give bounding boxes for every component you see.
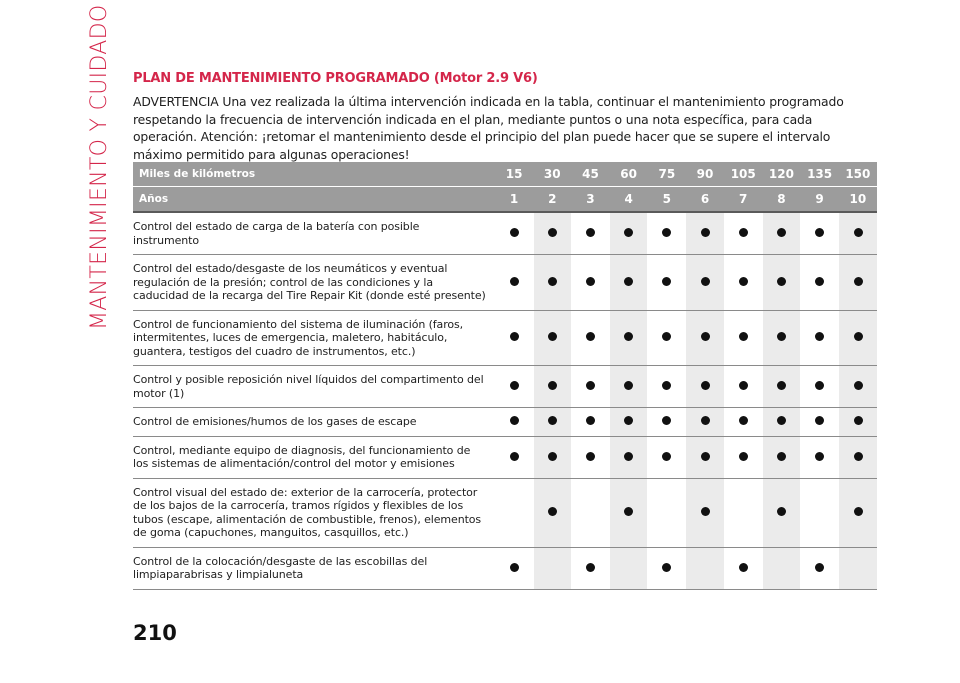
interval-cell — [839, 212, 877, 255]
interval-cell — [571, 408, 609, 437]
bullet-icon — [510, 332, 519, 341]
year-col-7: 8 — [762, 187, 800, 213]
bullet-icon — [548, 416, 557, 425]
year-col-3: 4 — [610, 187, 648, 213]
interval-cell — [724, 547, 762, 589]
km-col-1: 30 — [533, 162, 571, 187]
bullet-icon — [510, 452, 519, 461]
year-col-6: 7 — [724, 187, 762, 213]
bullet-icon — [624, 452, 633, 461]
interval-cell — [610, 547, 648, 589]
interval-cell — [533, 255, 571, 311]
interval-cell — [762, 255, 800, 311]
section-heading: PLAN DE MANTENIMIENTO PROGRAMADO (Motor 2.9 V6) — [133, 71, 538, 86]
interval-cell — [648, 408, 686, 437]
bullet-icon — [701, 277, 710, 286]
bullet-icon — [624, 332, 633, 341]
bullet-icon — [854, 228, 863, 237]
interval-cell — [533, 366, 571, 408]
interval-cell — [610, 478, 648, 547]
bullet-icon — [701, 507, 710, 516]
interval-cell — [495, 255, 533, 311]
bullet-icon — [777, 381, 786, 390]
interval-cell — [571, 478, 609, 547]
interval-cell — [839, 478, 877, 547]
bullet-icon — [815, 452, 824, 461]
interval-cell — [571, 366, 609, 408]
bullet-icon — [510, 277, 519, 286]
table-row — [133, 212, 877, 255]
interval-cell — [495, 212, 533, 255]
bullet-icon — [854, 507, 863, 516]
interval-cell — [801, 366, 839, 408]
operation-label: Control de emisiones/humos de los gases de escape — [133, 408, 495, 437]
bullet-icon — [701, 332, 710, 341]
operation-label: Control, mediante equipo de diagnosis, del funcionamiento de los sistemas de alimentación/control del motor y emisiones — [133, 436, 495, 478]
bullet-icon — [815, 277, 824, 286]
bullet-icon — [739, 228, 748, 237]
interval-cell — [610, 310, 648, 366]
maintenance-table — [133, 162, 877, 590]
km-col-2: 45 — [571, 162, 609, 187]
bullet-icon — [624, 416, 633, 425]
interval-cell — [686, 310, 724, 366]
table-row — [133, 547, 877, 589]
bullet-icon — [548, 452, 557, 461]
year-col-5: 6 — [686, 187, 724, 213]
bullet-icon — [662, 416, 671, 425]
km-header-row — [133, 162, 877, 187]
bullet-icon — [624, 228, 633, 237]
interval-cell — [495, 436, 533, 478]
km-col-8: 135 — [801, 162, 839, 187]
interval-cell — [762, 436, 800, 478]
interval-cell — [686, 255, 724, 311]
bullet-icon — [662, 452, 671, 461]
interval-cell — [839, 366, 877, 408]
interval-cell — [610, 366, 648, 408]
bullet-icon — [854, 381, 863, 390]
interval-cell — [495, 478, 533, 547]
bullet-icon — [548, 381, 557, 390]
year-col-4: 5 — [648, 187, 686, 213]
interval-cell — [648, 255, 686, 311]
bullet-icon — [662, 381, 671, 390]
bullet-icon — [548, 507, 557, 516]
bullet-icon — [739, 381, 748, 390]
year-col-1: 2 — [533, 187, 571, 213]
interval-cell — [724, 408, 762, 437]
interval-cell — [648, 212, 686, 255]
bullet-icon — [739, 452, 748, 461]
interval-cell — [571, 212, 609, 255]
interval-cell — [571, 255, 609, 311]
interval-cell — [762, 408, 800, 437]
bullet-icon — [854, 277, 863, 286]
interval-cell — [801, 408, 839, 437]
bullet-icon — [662, 563, 671, 572]
interval-cell — [610, 408, 648, 437]
bullet-icon — [586, 277, 595, 286]
bullet-icon — [586, 563, 595, 572]
operation-label: Control y posible reposición nivel líquidos del compartimento del motor (1) — [133, 366, 495, 408]
interval-cell — [762, 478, 800, 547]
bullet-icon — [739, 416, 748, 425]
table-row — [133, 255, 877, 311]
bullet-icon — [510, 381, 519, 390]
bullet-icon — [854, 332, 863, 341]
bullet-icon — [624, 507, 633, 516]
bullet-icon — [586, 228, 595, 237]
interval-cell — [839, 547, 877, 589]
bullet-icon — [510, 228, 519, 237]
interval-cell — [839, 310, 877, 366]
interval-cell — [533, 478, 571, 547]
bullet-icon — [548, 332, 557, 341]
years-header-label: Años — [133, 187, 495, 213]
interval-cell — [571, 436, 609, 478]
interval-cell — [839, 436, 877, 478]
year-col-2: 3 — [571, 187, 609, 213]
interval-cell — [686, 408, 724, 437]
interval-cell — [648, 436, 686, 478]
km-col-5: 90 — [686, 162, 724, 187]
interval-cell — [610, 255, 648, 311]
table-row — [133, 310, 877, 366]
section-side-title: MANTENIMIENTO Y CUIDADO — [87, 4, 112, 330]
interval-cell — [571, 310, 609, 366]
bullet-icon — [815, 563, 824, 572]
interval-cell — [610, 436, 648, 478]
interval-cell — [724, 436, 762, 478]
bullet-icon — [815, 332, 824, 341]
interval-cell — [724, 212, 762, 255]
bullet-icon — [854, 452, 863, 461]
warning-paragraph: ADVERTENCIA Una vez realizada la última intervención indicada en la tabla, continuar el mantenimiento programado respetando la frecuencia de intervención indicada en el plan, mediante puntos o una nota específica, para cada operación. Atención: ¡retomar el mantenimiento desde el principio del plan puede hacer que se supere el intervalo máximo permitido para algunas operaciones! — [133, 94, 844, 162]
bullet-icon — [777, 277, 786, 286]
interval-cell — [495, 408, 533, 437]
bullet-icon — [701, 228, 710, 237]
bullet-icon — [854, 416, 863, 425]
bullet-icon — [739, 277, 748, 286]
interval-cell — [724, 478, 762, 547]
interval-cell — [762, 366, 800, 408]
bullet-icon — [662, 332, 671, 341]
interval-cell — [801, 547, 839, 589]
page-number: 210 — [133, 621, 177, 645]
bullet-icon — [586, 332, 595, 341]
interval-cell — [571, 547, 609, 589]
interval-cell — [839, 408, 877, 437]
interval-cell — [801, 478, 839, 547]
table-row — [133, 436, 877, 478]
interval-cell — [686, 478, 724, 547]
bullet-icon — [777, 507, 786, 516]
interval-cell — [762, 547, 800, 589]
bullet-icon — [739, 563, 748, 572]
bullet-icon — [701, 381, 710, 390]
bullet-icon — [701, 452, 710, 461]
bullet-icon — [662, 277, 671, 286]
interval-cell — [762, 310, 800, 366]
bullet-icon — [777, 228, 786, 237]
interval-cell — [648, 478, 686, 547]
interval-cell — [762, 212, 800, 255]
year-col-9: 10 — [839, 187, 877, 213]
interval-cell — [801, 310, 839, 366]
interval-cell — [801, 255, 839, 311]
bullet-icon — [815, 416, 824, 425]
bullet-icon — [815, 228, 824, 237]
bullet-icon — [662, 228, 671, 237]
operation-label: Control de la colocación/desgaste de las escobillas del limpiaparabrisas y limpialuneta — [133, 547, 495, 589]
interval-cell — [610, 212, 648, 255]
bullet-icon — [624, 381, 633, 390]
interval-cell — [648, 547, 686, 589]
km-col-7: 120 — [762, 162, 800, 187]
bullet-icon — [510, 416, 519, 425]
operation-label: Control del estado de carga de la batería con posible instrumento — [133, 212, 495, 255]
bullet-icon — [777, 452, 786, 461]
bullet-icon — [586, 381, 595, 390]
interval-cell — [533, 212, 571, 255]
km-col-3: 60 — [610, 162, 648, 187]
bullet-icon — [777, 416, 786, 425]
operation-label: Control del estado/desgaste de los neumáticos y eventual regulación de la presión; control de las condiciones y la caducidad de la recarga del Tire Repair Kit (donde esté presente) — [133, 255, 495, 311]
interval-cell — [495, 366, 533, 408]
bullet-icon — [548, 228, 557, 237]
operation-label: Control de funcionamiento del sistema de iluminación (faros, intermitentes, luces de emergencia, maletero, habitáculo, guantera, testigos del cuadro de instrumentos, etc.) — [133, 310, 495, 366]
bullet-icon — [586, 416, 595, 425]
interval-cell — [686, 436, 724, 478]
interval-cell — [533, 408, 571, 437]
interval-cell — [495, 547, 533, 589]
interval-cell — [533, 310, 571, 366]
interval-cell — [724, 310, 762, 366]
km-header-label: Miles de kilómetros — [133, 162, 495, 187]
interval-cell — [648, 366, 686, 408]
interval-cell — [839, 255, 877, 311]
bullet-icon — [815, 381, 824, 390]
bullet-icon — [624, 277, 633, 286]
table-row — [133, 478, 877, 547]
interval-cell — [801, 436, 839, 478]
operation-label: Control visual del estado de: exterior de la carrocería, protector de los bajos de la carrocería, tramos rígidos y flexibles de los tubos (escape, alimentación de combustible, frenos), elementos de goma (capuchones, manguitos, casquillos, etc.) — [133, 478, 495, 547]
bullet-icon — [777, 332, 786, 341]
interval-cell — [648, 310, 686, 366]
bullet-icon — [701, 416, 710, 425]
years-header-row — [133, 187, 877, 213]
interval-cell — [686, 366, 724, 408]
table-row — [133, 408, 877, 437]
interval-cell — [533, 436, 571, 478]
interval-cell — [686, 547, 724, 589]
km-col-4: 75 — [648, 162, 686, 187]
km-col-0: 15 — [495, 162, 533, 187]
bullet-icon — [586, 452, 595, 461]
interval-cell — [533, 547, 571, 589]
year-col-0: 1 — [495, 187, 533, 213]
bullet-icon — [739, 332, 748, 341]
table-row — [133, 366, 877, 408]
interval-cell — [801, 212, 839, 255]
interval-cell — [724, 255, 762, 311]
interval-cell — [495, 310, 533, 366]
bullet-icon — [548, 277, 557, 286]
km-col-6: 105 — [724, 162, 762, 187]
km-col-9: 150 — [839, 162, 877, 187]
year-col-8: 9 — [801, 187, 839, 213]
interval-cell — [724, 366, 762, 408]
interval-cell — [686, 212, 724, 255]
bullet-icon — [510, 563, 519, 572]
